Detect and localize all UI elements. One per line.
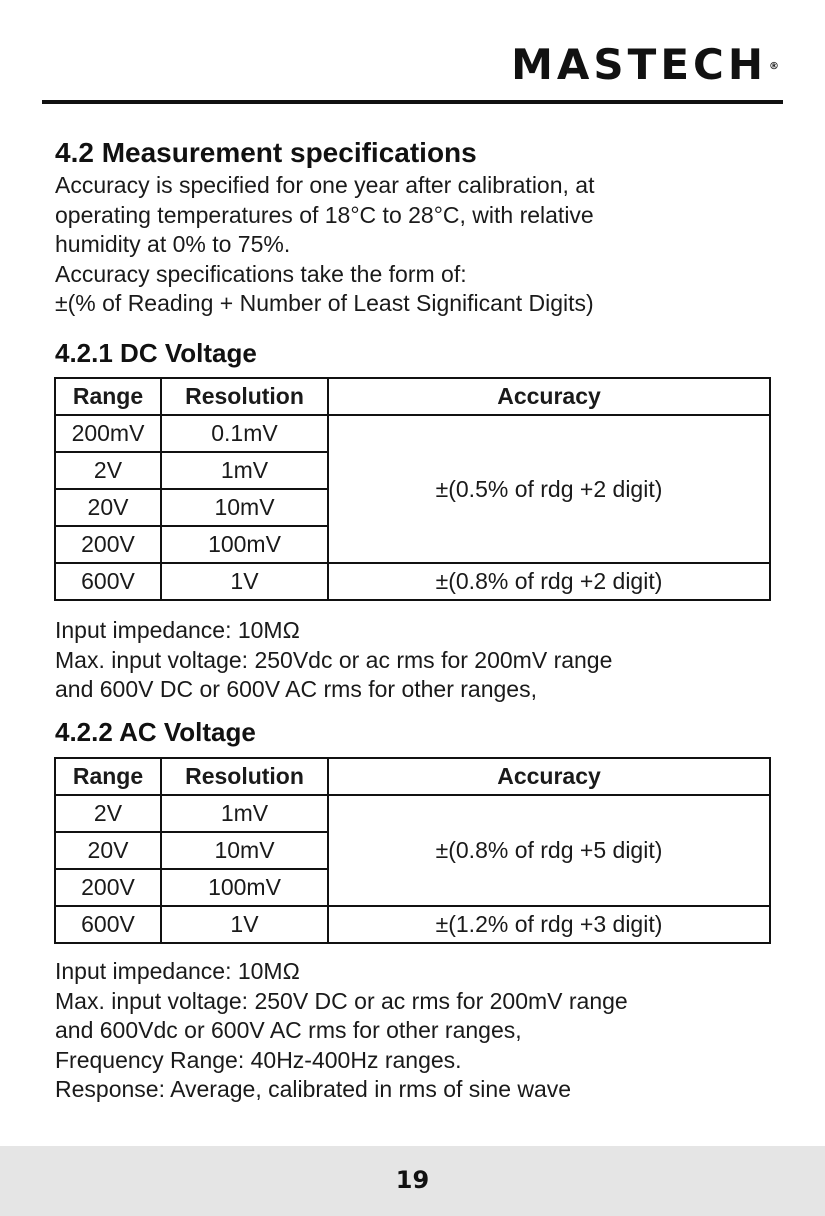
intro-line: Accuracy is specified for one year after calibration, at [55,172,595,198]
resolution-cell: 0.1mV [161,415,328,452]
resolution-cell: 1mV [161,452,328,489]
section-intro [55,171,594,319]
range-header: Range [55,378,161,415]
note-line: and 600V DC or 600V AC rms for other ranges, [55,676,537,702]
range-cell: 600V [55,563,161,600]
note-line: Input impedance: 10MΩ [55,617,300,643]
resolution-header: Resolution [161,378,328,415]
resolution-header: Resolution [161,758,328,795]
accuracy-cell: ±(0.8% of rdg +5 digit) [328,795,770,906]
range-cell: 600V [55,906,161,943]
resolution-cell: 100mV [161,526,328,563]
range-cell: 20V [55,489,161,526]
brand-name: MASTECH [511,40,767,89]
intro-line: humidity at 0% to 75%. [55,231,291,257]
range-cell: 200V [55,526,161,563]
intro-line: ±(% of Reading + Number of Least Significant Digits) [55,290,594,316]
note-line: and 600Vdc or 600V AC rms for other ranges, [55,1017,522,1043]
accuracy-cell: ±(0.5% of rdg +2 digit) [328,415,770,563]
range-cell: 200mV [55,415,161,452]
table-row [55,563,770,600]
intro-line: Accuracy specifications take the form of: [55,260,467,287]
accuracy-cell: ±(1.2% of rdg +3 digit) [328,906,770,943]
note-line: Max. input voltage: 250V DC or ac rms for 200mV range [55,987,628,1014]
registered-mark: ® [769,61,779,72]
resolution-cell: 10mV [161,832,328,869]
ac-voltage-notes [55,957,628,1105]
range-cell: 2V [55,452,161,489]
table-row [55,906,770,943]
resolution-cell: 1V [161,563,328,600]
range-header: Range [55,758,161,795]
table-header-row [55,758,770,795]
brand-logo [511,40,777,90]
ac-voltage-title: 4.2.2 AC Voltage [55,717,256,747]
range-cell: 200V [55,869,161,906]
note-line: Input impedance: 10MΩ [55,958,300,984]
note-line: Max. input voltage: 250Vdc or ac rms for 200mV range [55,646,613,673]
accuracy-cell: ±(0.8% of rdg +2 digit) [328,563,770,600]
resolution-cell: 100mV [161,869,328,906]
intro-line: operating temperatures of 18°C to 28°C, with relative [55,201,594,228]
dc-voltage-table [54,377,771,601]
resolution-cell: 10mV [161,489,328,526]
section-title: 4.2 Measurement specifications [55,137,477,168]
ac-voltage-table [54,757,771,944]
accuracy-header: Accuracy [328,378,770,415]
table-row [55,795,770,832]
dc-voltage-notes [55,616,612,705]
header-divider [42,100,783,104]
accuracy-header: Accuracy [328,758,770,795]
page-footer [0,1146,825,1216]
dc-voltage-title: 4.2.1 DC Voltage [55,338,257,368]
resolution-cell: 1mV [161,795,328,832]
note-line: Response: Average, calibrated in rms of sine wave [55,1076,572,1102]
page-number: 19 [395,1166,430,1194]
range-cell: 2V [55,795,161,832]
table-row [55,415,770,452]
table-header-row [55,378,770,415]
range-cell: 20V [55,832,161,869]
note-line: Frequency Range: 40Hz-400Hz ranges. [55,1046,462,1073]
resolution-cell: 1V [161,906,328,943]
